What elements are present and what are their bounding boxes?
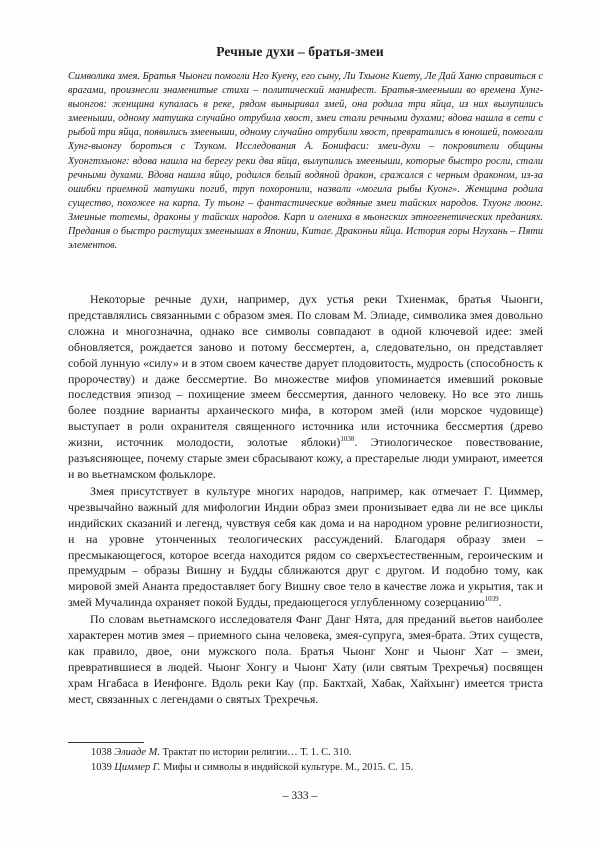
paragraph-1-tail: . Этиологическое повествование, разъясняющее, почему старые змеи сбрасывают кожу, а престарелые люди умирают, имеется и во вьетнамском фольклоре.: [68, 435, 544, 481]
paragraph-1-text: Некоторые речные духи, например, дух устья реки Тхиенмак, братья Чыонги, представлялись связанными с образом змея. По словам М. Элиаде, символика змея довольно сложна и многозначна, однако все символы совпадают в одной ключевой идее: змей обновляется, рождается заново и потому бессмертен, а, следовательно, он представляет собой лунную «силу» и в этом своем качестве дарует плодовитость, мудрость (способность к пророчеству) и даже бессмертие. Во множестве мифов упоминается имевший роковые последствия эпизод – похищение змеем бессмертия, данного человеку. Но все это лишь более поздние варианты архаического мифа, в котором змей (или морское чудовище) выступает в роли охранителя священного источника или источника бессмертия (древо жизни, источник молодости, золотые яблоки): [68, 292, 543, 450]
paragraph-2-text: Змея присутствует в культуре многих народов, например, как отмечает Г. Циммер, чрезвычайно важный для мифологии Индии образ змеи пронизывает едва ли не все циклы индийских сказаний и легенд, чувствуя себя как дома и на народном уровне религиозности, и на уровне утонченных теологических рассуждений. Благодаря образу змеи – пресмыкающегося, которое всегда находится рядом со сверхъестественным, героическим и премудрым – образы Вишну и Будды сближаются друг с другом. И подобно тому, как мировой змей Ананта предоставляет богу Вишну свое тело в качестве ложа и укрытия, так и змей Мучалинда охраняет покой Будды, предающегося углубленному созерцанию: [68, 483, 543, 610]
chapter-abstract: Символика змея. Братья Чыонги помогли Нго Куену, его сыну, Ли Тхыонг Киету, Ле Дай Ханю справиться с врагами, произнесли знаменитые стихи – политический манифест. Братья-змееныши во времена Хунг-выонгов: женщина купалась в реке, рядом выныривал змей, она родила три яйца, из них вылупились змееныши, одному матушка случайно отрубила хвост, змеи стали речными духами; вдова нашла в сети с рыбой три яйца, появились змееныши, одному случайно отрубили хвост, превратились в юношей, помогали Хунг-выонгу бороться с Тхуком. Исследования А. Бонифаси: змеи-духи – покровители общины Хуонгтхыонг: вдова нашла на берегу реки два яйца, вылупились змееныши, которые быстро росли, стали речными духами. Вдова нашла яйцо, родился белый водяной дракон, сражался с черным драконом, из-за ошибки приемной матушки погиб, труп похоронили, назвали «могила рыбы Куонг». Женщина родила существо, похожее на карпа. Ту тьонг – фантастические водяные змеи тайских народов. Тхуонг люонг. Змеиные тотемы, драконы у тайских народов. Карп и олениха в мьонгских этногенетических преданиях. Предания о быстро растущих змеенышах в Японии, Китае. Драконьи яйца. История горы Нгухань – Пяти элементов.: [68, 71, 543, 252]
footnote-text: Мифы и символы в индийской культуре. М., 2015. С. 15.: [163, 761, 414, 773]
paragraph-1: [68, 292, 543, 483]
footnote-ref-1038: 1038: [340, 435, 355, 444]
footnote-author: Циммер Г.: [114, 761, 161, 773]
page-number: – 333 –: [282, 790, 318, 802]
footnote-1039: [91, 761, 543, 776]
footnote-divider: [68, 742, 144, 743]
footnote-text: Трактат по истории религии… Т. 1. С. 310.: [162, 747, 352, 758]
footnote-author: Элиаде М.: [114, 747, 160, 758]
paragraph-2: [68, 484, 543, 611]
footnote-1038: [91, 746, 543, 761]
paragraph-3: По словам вьетнамского исследователя Фанг Данг Нята, для преданий вьетов наиболее характерен мотив змея – приемного сына человека, змея-супруга, змея-брата. Этих существ, как правило, двое, они мужского пола. Братья Чыонг Хонг и Чыонг Хат – змеи, превратившиеся в людей. Чыонг Хонгу и Чыонг Хату (или святым Трехречья) посвящен храм Нгабаса в Иенфонге. Вдоль реки Кау (пр. Бактхай, Хабак, Хайхынг) имеется триста мест, связанных с легендами о святых Трехречья.: [68, 612, 543, 706]
chapter-title: Речные духи – братья-змеи: [216, 44, 384, 59]
main-text: [68, 292, 543, 709]
footnote-number: 1038: [91, 747, 112, 758]
paragraph-2-tail: .: [498, 595, 502, 610]
footnote-ref-1039: 1039: [484, 595, 499, 604]
footnote-number: 1039: [91, 761, 112, 773]
footnotes: [91, 746, 543, 775]
